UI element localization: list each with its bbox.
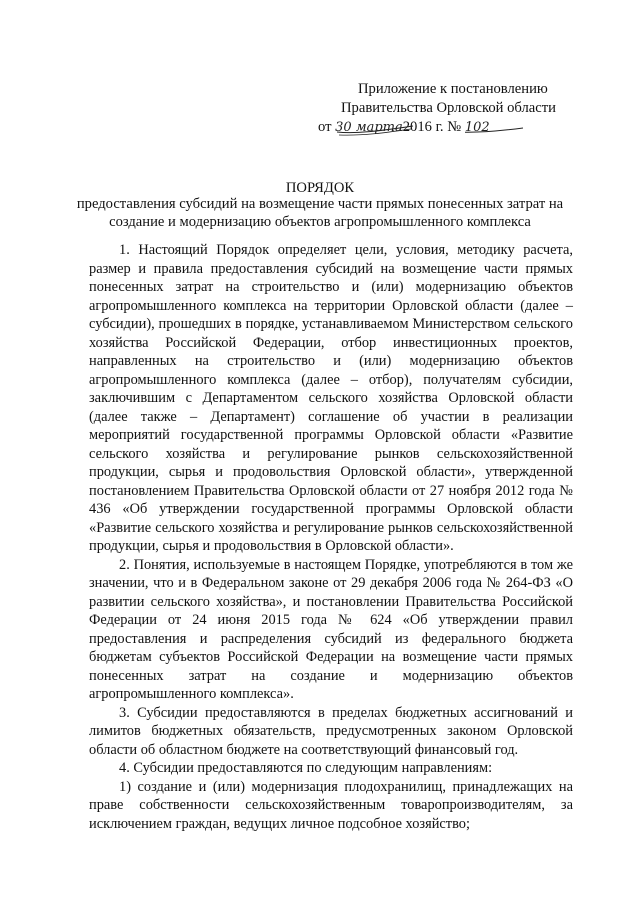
year-and-number-label: 2016 г. № <box>402 119 462 135</box>
paragraph-2: 2. Понятия, используемые в настоящем Порядке, употребляются в том же значении, что и в Федеральном законе от 29 декабря 2006 года № 264-ФЗ «О развитии сельского хозяйства», и постановлении Правительства Российской Федерации от 24 июня 2015 года № 624 «Об утверждении правил предоставления и распределения субсидий из федерального бюджета бюджетам субъектов Российской Федерации на возмещение части прямых понесенных затрат на создание и модернизацию объектов агропромышленного комплекса». <box>89 556 573 702</box>
document-subtitle: предоставления субсидий на возмещение части прямых понесенных затрат на создание и модернизацию объектов агропромышленного комплекса <box>76 196 564 230</box>
handwritten-number <box>465 118 490 137</box>
handwritten-number-text: 102 <box>464 120 490 135</box>
appendix-header <box>318 80 580 137</box>
handwritten-date <box>335 118 403 137</box>
document-title: ПОРЯДОК <box>285 180 355 196</box>
number-underline-icon <box>465 112 525 138</box>
date-prefix: от <box>318 119 332 135</box>
paragraph-4-item-1: 1) создание и (или) модернизация плодохранилищ, принадлежащих на праве собственности сельскохозяйственным товаропроизводителям, за исключением граждан, ведущих личное подсобное хозяйство; <box>89 778 573 832</box>
paragraph-1: 1. Настоящий Порядок определяет цели, условия, методику расчета, размер и правила предоставления субсидий на возмещение части прямых понесенных затрат на строительство и (или) модернизацию объектов агропромышленного комплекса на территории Орловской области (далее – субсидии), прошедших в порядке, устанавливаемом Министерством сельского хозяйства Российской Федерации, отбор инвестиционных проектов, направленных на строительство и (или) модернизацию объектов агропромышленного комплекса (далее – отбор), получателям субсидии, заключившим с Департаментом сельского хозяйства Орловской области (далее также – Департамент) соглашение об участии в реализации мероприятий государственной программы Орловской области «Развитие сельского хозяйства и регулирование рынков сельскохозяйственной продукции, сырья и продовольствия Орловской области», утвержденной постановлением Правительства Орловской области от 27 ноября 2012 года № 436 «Об утверждении государственной программы Орловской области «Развитие сельского хозяйства и регулирование рынков сельскохозяйственной продукции, сырья и продовольствия в Орловской области». <box>89 242 573 554</box>
handwritten-date-text: 30 марта <box>335 120 403 135</box>
document-body <box>89 241 573 833</box>
appendix-line-3 <box>318 118 580 137</box>
appendix-line-2: Правительства Орловской области <box>341 100 556 116</box>
paragraph-3: 3. Субсидии предоставляются в пределах бюджетных ассигнований и лимитов бюджетных обязательств, предусмотренных законом Орловской области об областном бюджете на соответствующий финансовый год. <box>89 704 573 758</box>
appendix-line-1: Приложение к постановлению <box>358 81 548 97</box>
handwriting-underline-icon <box>335 112 415 138</box>
paragraph-4: 4. Субсидии предоставляются по следующим направлениям: <box>119 760 493 776</box>
